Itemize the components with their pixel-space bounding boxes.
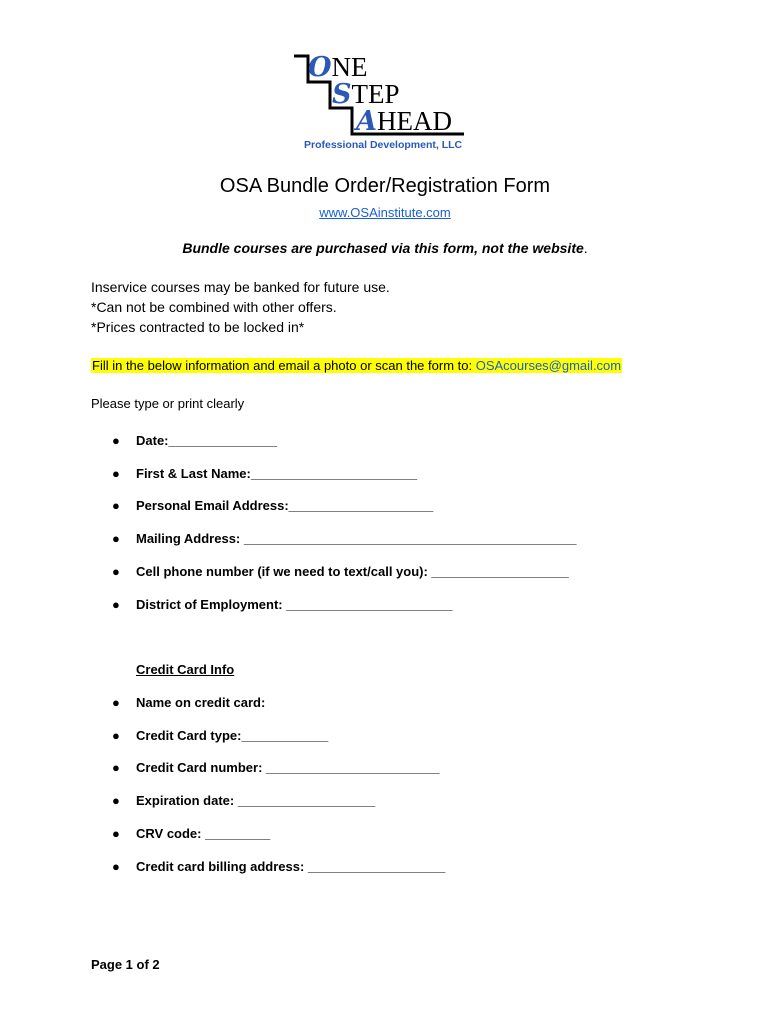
card-number-field[interactable]: ● Credit Card number: ________________________ [112,760,440,775]
page-title: OSA Bundle Order/Registration Form [219,175,551,197]
credit-card-heading: Credit Card Info [136,662,235,677]
bullet-icon: ● [112,760,120,775]
logo-subtitle: Professional Development, LLC [304,139,463,151]
mailing-address-field[interactable]: ● Mailing Address: ______________________________________________ [112,531,577,546]
bullet-icon: ● [112,498,120,513]
bullet-icon: ● [112,433,120,448]
intro-line: *Prices contracted to be locked in* [91,319,305,335]
bullet-icon: ● [112,695,120,710]
bullet-icon: ● [112,564,120,579]
billing-address-field[interactable]: ● Credit card billing address: ___________________ [112,859,446,874]
bullet-icon: ● [112,466,120,481]
name-field[interactable]: ● First & Last Name:_______________________ [112,466,418,481]
print-instruction: Please type or print clearly [91,396,245,411]
logo-line-one: ONE [308,52,368,83]
bullet-icon: ● [112,826,120,841]
email-link[interactable]: OSAcourses@gmail.com [475,358,622,373]
district-field[interactable]: ● District of Employment: _______________________ [112,597,453,612]
card-name-field[interactable]: ● Name on credit card: [112,695,266,710]
intro-line: Inservice courses may be banked for future use. [91,279,390,295]
logo-line-step: STEP [332,79,400,110]
card-type-field[interactable]: ● Credit Card type:____________ [112,728,329,743]
bullet-icon: ● [112,793,120,808]
date-field[interactable]: ● Date:_______________ [112,433,277,448]
page-number: Page 1 of 2 [91,957,160,972]
bullet-icon: ● [112,859,120,874]
intro-line: *Can not be combined with other offers. [91,299,337,315]
email-instruction: Fill in the below information and email a photo or scan the form to: OSAcourses@gmail.com [92,358,622,373]
bullet-icon: ● [112,597,120,612]
bullet-icon: ● [112,728,120,743]
bundle-note: Bundle courses are purchased via this form, not the website. [182,240,588,256]
cell-phone-field[interactable]: ● Cell phone number (if we need to text/call you): ___________________ [112,564,569,579]
bullet-icon: ● [112,531,120,546]
logo-line-ahead: AHEAD [356,106,452,137]
company-logo [292,52,468,156]
crv-code-field[interactable]: ● CRV code: _________ [112,826,271,841]
website-link[interactable]: www.OSAinstitute.com [319,205,451,220]
email-field[interactable]: ● Personal Email Address:____________________ [112,498,434,513]
expiration-field[interactable]: ● Expiration date: ___________________ [112,793,376,808]
